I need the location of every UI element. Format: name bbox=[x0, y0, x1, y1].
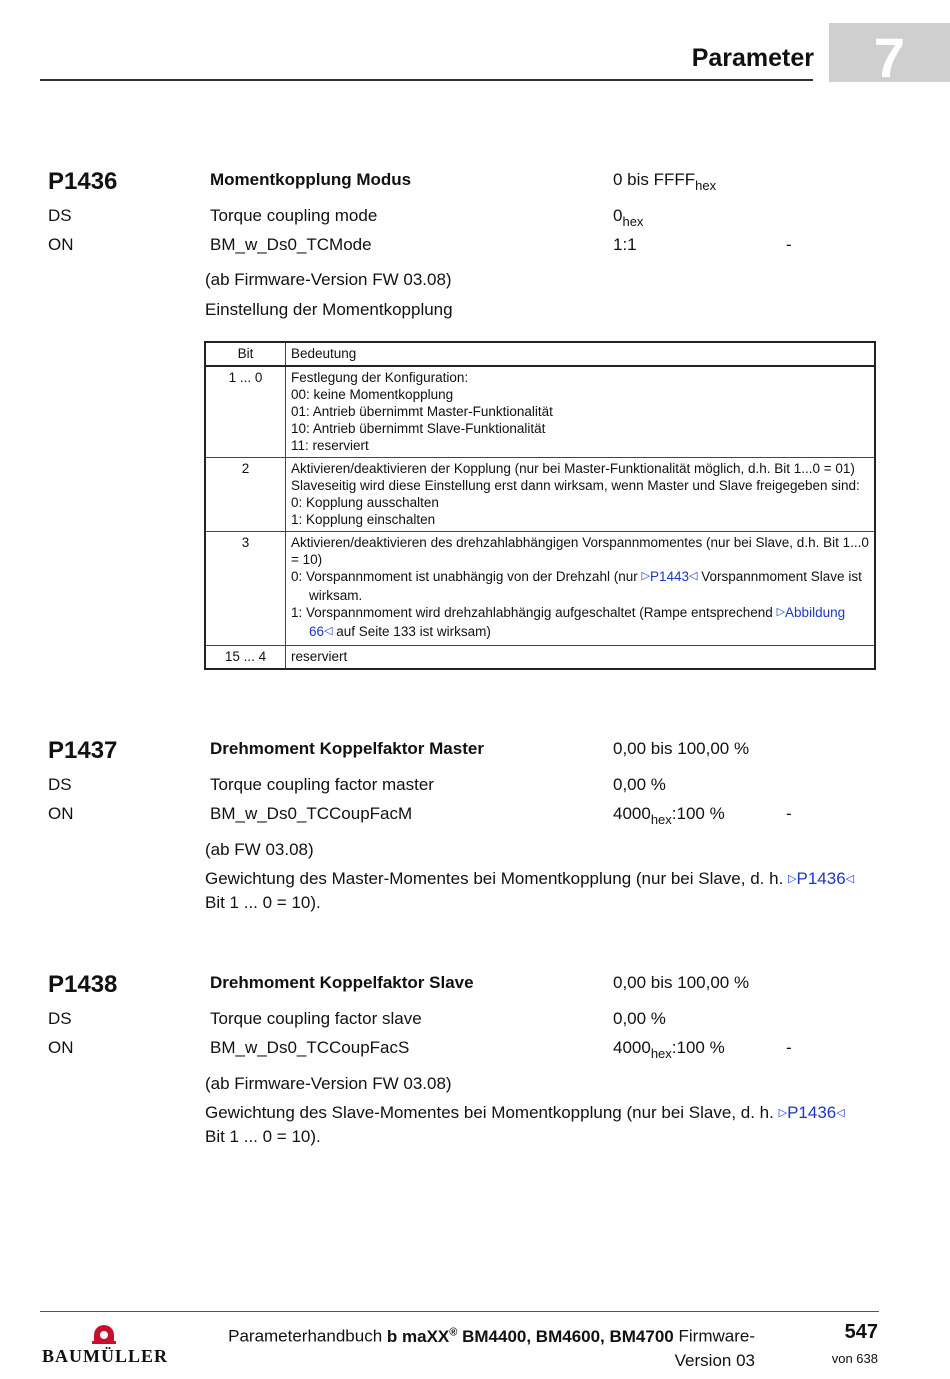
param-unit: - bbox=[786, 235, 792, 254]
param-id: P1436 bbox=[48, 168, 118, 195]
link-arrow-icon: ◁ bbox=[836, 1107, 845, 1119]
meaning-line: Aktivieren/deaktivieren des drehzahlabhängigen Vorspannmomentes (nur bei Slave, d.h. Bit 1...0 = 10) bbox=[291, 535, 869, 567]
meaning-line: 11: reserviert bbox=[291, 438, 369, 453]
column-header-bit: Bit bbox=[205, 342, 286, 366]
footer-rule bbox=[40, 1311, 879, 1312]
meaning-cell bbox=[286, 458, 876, 532]
param-range: 0,00 bis 100,00 % bbox=[613, 739, 750, 758]
param-english-name: Torque coupling factor master bbox=[210, 775, 434, 794]
param-default: $0_{hex}$ bbox=[613, 206, 644, 229]
param-id: P1438 bbox=[48, 971, 118, 998]
meaning-line: reserviert bbox=[291, 649, 348, 664]
link-p1443[interactable]: P1443 bbox=[649, 569, 689, 584]
table-row bbox=[205, 458, 875, 532]
param-note: (ab Firmware-Version FW 03.08) bbox=[205, 270, 452, 289]
meaning-line: 1: Kopplung einschalten bbox=[291, 512, 436, 527]
meaning-line: 10: Antrieb übernimmt Slave-Funktionalität bbox=[291, 421, 546, 436]
meaning-cell bbox=[286, 646, 876, 670]
ds-label: DS bbox=[48, 1009, 72, 1028]
param-unit: - bbox=[786, 804, 792, 823]
header-rule bbox=[40, 79, 813, 81]
meaning-line: Slaveseitig wird diese Einstellung erst dann wirksam, wenn Master und Slave freigegeben sind: bbox=[291, 478, 860, 493]
param-english-name: Torque coupling factor slave bbox=[210, 1009, 422, 1028]
param-scaling: 1:1 bbox=[613, 235, 637, 254]
meaning-cell bbox=[286, 532, 876, 646]
meaning-line: 0: Vorspannmoment ist unabhängig von der Drehzahl (nur ▷P1443◁ Vorspannmoment Slave ist wirksam. bbox=[291, 569, 862, 603]
param-name: Momentkopplung Modus bbox=[210, 170, 412, 189]
param-name: Drehmoment Koppelfaktor Slave bbox=[210, 973, 474, 992]
param-english-name: Torque coupling mode bbox=[210, 206, 378, 225]
baumuller-logo-icon bbox=[92, 1324, 116, 1344]
param-range: 0 bis $FFFF_{hex}$ bbox=[613, 170, 717, 193]
chapter-tab bbox=[829, 23, 950, 89]
meaning-line: 1: Vorspannmoment wird drehzahlabhängig aufgeschaltet (Rampe entsprechend ▷Abbildung 66◁ auf Seite 133 ist wirksam) bbox=[291, 605, 846, 639]
link-figure-66[interactable]: Abbildung 66 bbox=[309, 605, 846, 639]
column-header-meaning: Bedeutung bbox=[286, 342, 876, 366]
param-default: 0,00 % bbox=[613, 1009, 666, 1028]
bit-cell: 2 bbox=[205, 458, 286, 532]
param-note: (ab Firmware-Version FW 03.08) bbox=[205, 1074, 452, 1093]
link-p1436[interactable]: P1436 bbox=[787, 1103, 837, 1122]
meaning-line: Festlegung der Konfiguration: bbox=[291, 370, 469, 385]
bit-table bbox=[204, 341, 876, 670]
param-default: 0,00 % bbox=[613, 775, 666, 794]
on-label: ON bbox=[48, 804, 74, 823]
param-note: (ab FW 03.08) bbox=[205, 840, 314, 859]
ds-label: DS bbox=[48, 775, 72, 794]
param-description: Gewichtung des Slave-Momentes bei Momentkopplung (nur bei Slave, d. h. ▷P1436◁ Bit 1 ... 0 = 10). bbox=[205, 1103, 845, 1146]
link-arrow-icon: ▷ bbox=[641, 570, 650, 582]
meaning-line: 00: keine Momentkopplung bbox=[291, 387, 454, 402]
meaning-line: Aktivieren/deaktivieren der Kopplung (nur bei Master-Funktionalität möglich, d.h. Bit 1...0 = 01) bbox=[291, 461, 855, 476]
bit-cell: 3 bbox=[205, 532, 286, 646]
link-arrow-icon: ◁ bbox=[689, 570, 698, 582]
param-id: P1437 bbox=[48, 737, 118, 764]
param-variable: BM_w_Ds0_TCCoupFacM bbox=[210, 804, 413, 823]
param-name: Drehmoment Koppelfaktor Master bbox=[210, 739, 484, 758]
footer-document-title: Parameterhandbuch b maXX® BM4400, BM4600, BM4700 Firmware- Version 03 bbox=[228, 1326, 755, 1370]
page-header-title: Parameter bbox=[691, 44, 814, 72]
on-label: ON bbox=[48, 235, 74, 254]
bit-cell: 15 ... 4 bbox=[205, 646, 286, 670]
bit-cell: 1 ... 0 bbox=[205, 366, 286, 458]
table-row bbox=[205, 532, 875, 646]
param-description: Gewichtung des Master-Momentes bei Momentkopplung (nur bei Slave, d. h. ▷P1436◁ Bit 1 ... 0 = 10). bbox=[205, 869, 855, 912]
table-header-row bbox=[205, 342, 875, 366]
page-total: von 638 bbox=[831, 1351, 878, 1366]
link-arrow-icon: ◁ bbox=[324, 625, 333, 637]
chapter-number: 7 bbox=[873, 26, 906, 89]
param-range: 0,00 bis 100,00 % bbox=[613, 973, 750, 992]
meaning-cell bbox=[286, 366, 876, 458]
baumuller-logo-text: BAUMÜLLER bbox=[42, 1346, 169, 1366]
ds-label: DS bbox=[48, 206, 72, 225]
param-variable: BM_w_Ds0_TCMode bbox=[210, 235, 372, 254]
param-description: Einstellung der Momentkopplung bbox=[205, 300, 453, 319]
param-scaling: $4000_{hex}:100$ % bbox=[613, 804, 725, 827]
param-variable: BM_w_Ds0_TCCoupFacS bbox=[210, 1038, 410, 1057]
param-scaling: $4000_{hex}:100$ % bbox=[613, 1038, 725, 1061]
page-number: 547 bbox=[844, 1321, 878, 1343]
link-arrow-icon: ▷ bbox=[778, 1107, 788, 1119]
link-arrow-icon: ▷ bbox=[776, 606, 786, 618]
on-label: ON bbox=[48, 1038, 74, 1057]
meaning-line: 01: Antrieb übernimmt Master-Funktionalität bbox=[291, 404, 553, 419]
table-row bbox=[205, 366, 875, 458]
meaning-line: 0: Kopplung ausschalten bbox=[291, 495, 439, 510]
link-arrow-icon: ▷ bbox=[788, 873, 797, 885]
param-unit: - bbox=[786, 1038, 792, 1057]
link-arrow-icon: ◁ bbox=[845, 873, 855, 885]
table-row bbox=[205, 646, 875, 670]
link-p1436[interactable]: P1436 bbox=[796, 869, 846, 888]
